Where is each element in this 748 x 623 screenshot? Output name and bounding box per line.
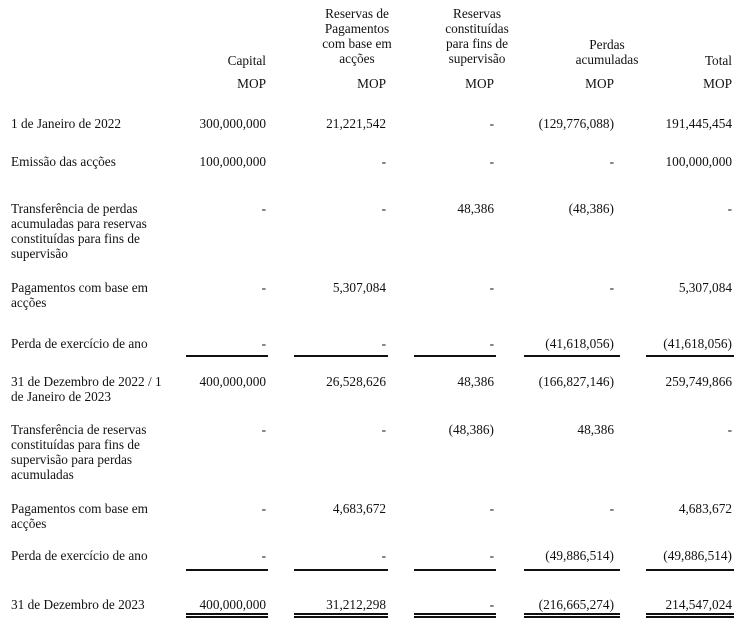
total-double-rule: [646, 613, 734, 618]
subtotal-rule: [414, 569, 496, 571]
currency-perdas: MOP: [585, 76, 614, 91]
subtotal-rule: [186, 355, 268, 357]
subtotal-rule: [646, 355, 734, 357]
currency-capital: MOP: [237, 76, 266, 91]
header-reservas-pagamentos: Reservas de Pagamentos com base em acções: [322, 6, 392, 66]
total-double-rule: [294, 613, 388, 618]
total-double-rule: [524, 613, 620, 618]
currency-res-sup: MOP: [465, 76, 494, 91]
total-double-rule: [414, 613, 496, 618]
subtotal-rule: [646, 569, 734, 571]
header-capital: Capital: [227, 53, 266, 68]
header-reservas-supervisao: Reservas constituídas para fins de supervisão: [445, 6, 509, 66]
header-total: Total: [704, 53, 732, 68]
subtotal-rule: [294, 355, 388, 357]
total-double-rule: [186, 613, 268, 618]
currency-res-pag: MOP: [357, 76, 386, 91]
subtotal-rule: [414, 355, 496, 357]
currency-total: MOP: [703, 76, 732, 91]
subtotal-rule: [524, 355, 620, 357]
subtotal-rule: [186, 569, 268, 571]
subtotal-rule: [524, 569, 620, 571]
header-perdas-acumuladas: Perdas acumuladas: [575, 37, 639, 67]
subtotal-rule: [294, 569, 388, 571]
